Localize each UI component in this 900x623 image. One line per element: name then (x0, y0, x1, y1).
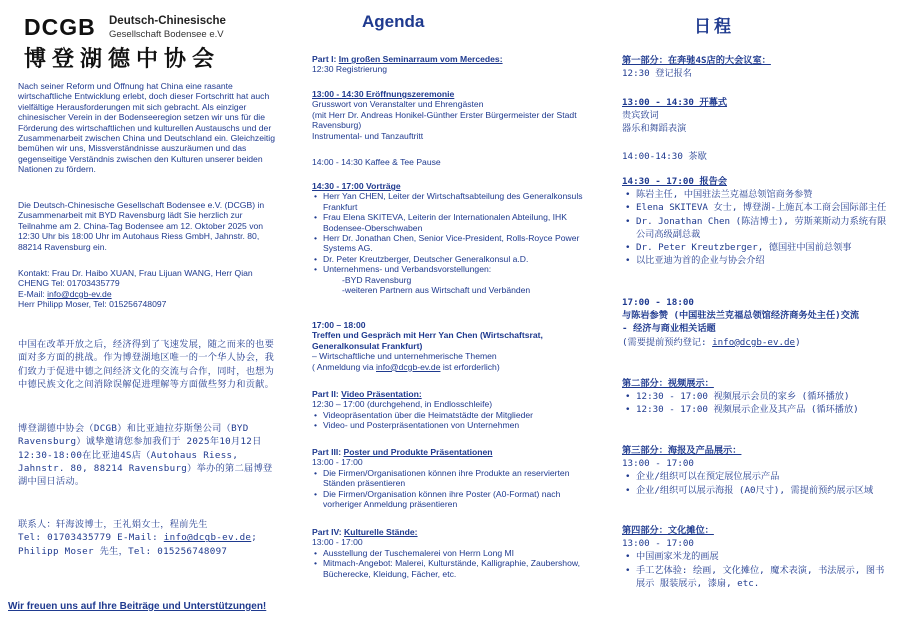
meeting-time: 17:00 – 18:00 (312, 320, 366, 330)
cn-contact-names: 联系人：轩海波博士，王礼娟女士，程前先生 (18, 519, 208, 530)
cn-talks-title: 14:30 - 17:00 报告会 (622, 176, 728, 187)
cn-part3-title: 第三部分：海报及产品展示： (622, 445, 742, 456)
left-column (0, 0, 296, 623)
talks-sub-partners: -weiteren Partnern aus Wirtschaft und Verbänden (342, 285, 531, 296)
part2-title: Video Präsentation: (341, 389, 422, 399)
part4-title: Kulturelle Stände: (344, 527, 418, 537)
cn-part2-list (622, 390, 890, 416)
invite-paragraph: Die Deutsch-Chinesische Gesellschaft Bodensee e.V. (DCGB) in Zusammenarbeit mit BYD Ravensburg lädt Sie herzlich zur Teilnahme am 2. China-Tag Bodensee am 12. Oktober 2025 von 12:30 Uhr bis 18:00 Uhr im Autohaus Riess GmbH, Jahnstr. 80, 88214 Ravensburg ein. (18, 200, 265, 252)
meeting-email-link[interactable]: info@dcgb-ev.de (376, 361, 441, 372)
cn-opening-line2: 器乐和舞蹈表演 (622, 123, 687, 135)
part4-label: Part IV: (312, 527, 344, 537)
talks-sub-byd: -BYD Ravensburg (342, 274, 412, 285)
cn-opening-section (622, 96, 890, 136)
cn-talk-item: • 以比亚迪为首的企业与协会介绍 (622, 254, 890, 267)
contact-email-line (18, 289, 280, 299)
contact-block (18, 268, 280, 310)
cn-talk-item: • Dr. Peter Kreutzberger, 德国驻中国前总领事 (622, 241, 890, 254)
part1-heading (312, 54, 594, 64)
meeting-topics: – Wirtschaftliche und unternehmerische Themen (312, 351, 497, 362)
cn-intro-paragraph: 中国在改革开放之后，经济得到了飞速发展，随之而来的也要面对多方面的挑战。作为博登湖地区唯一的一个华人协会，我们致力于促进中德之间经济文化的交流与合作，同时，也想为中德民族文化之间消除误解促进理解等方面做些努力和贡献。 (18, 339, 275, 390)
agenda-column (296, 0, 598, 623)
cn-contact-email-link[interactable]: info@dcgb-ev.de (163, 532, 252, 544)
part2-item: • Videopräsentation über die Heimatstädte der Mitglieder (312, 410, 594, 420)
cn-part3-item: • 企业/组织可以在预定展位展示产品 (622, 470, 890, 483)
intro-paragraph: Nach seiner Reform und Öffnung hat China eine rasante wirtschaftliche Entwicklung erlebt, doch dieser Fortschritt hat auch vielfältige Herausforderungen mit sich gebracht. Als einziger chinesischer Verein in der Bodenseeregion setzen wir uns für die Förderung des wirtschaftlichen und kulturellen Austauschs und der Zusammenarbeit zwischen China und Deutschland ein. Gleichzeitig bemühen wir uns, Missverständnisse auszuräumen und das gegenseitige Verständnis zwischen den Kulturen unserer beiden Nationen zu fördern. (18, 81, 275, 175)
cn-contact-semicolon: ; (251, 532, 258, 544)
talk-item: • Herr Dr. Jonathan Chen, Senior Vice-President, Rolls-Royce Power Systems AG. (312, 233, 594, 254)
cn-part4-time: 13:00 - 17:00 (622, 538, 694, 550)
part4-list (312, 548, 594, 579)
contact-email-link[interactable]: info@dcgb-ev.de (47, 288, 112, 299)
cn-meeting-registration (622, 336, 890, 349)
cn-talks-list (622, 188, 890, 267)
contact-names: Kontakt: Frau Dr. Haibo XUAN, Frau Lijuan WANG, Herr Qian CHENG Tel: 01703435779 (18, 268, 253, 289)
cn-part2-item: • 12:30 - 17:00 视频展示会员的家乡 (循环播放) (622, 390, 890, 403)
talk-item: • Herr Yan CHEN, Leiter der Wirtschaftsabteilung des Generalkonsuls Frankfurt (312, 191, 594, 212)
part3-section (312, 447, 594, 509)
cn-part4-item: • 手工艺体验: 绘画, 文化摊位, 魔术表演, 书法展示, 图书展示 服装展示, 漆扇, etc. (622, 564, 890, 590)
cn-part2-item: • 12:30 - 17:00 视频展示企业及其产品 (循环播放) (622, 403, 890, 416)
part2-section (312, 389, 594, 431)
cn-part1-section (622, 54, 890, 80)
logo-de-line2: Gesellschaft Bodensee e.V (109, 29, 224, 40)
part4-heading (312, 527, 594, 537)
meeting-registration (312, 362, 594, 372)
part2-list (312, 410, 594, 431)
logo-chinese-name: 博登湖德中协会 (24, 46, 221, 72)
cn-part2-section (622, 377, 890, 417)
cn-part4-section (622, 524, 890, 590)
part3-item: • Die Firmen/Organisationen können ihre Produkte an reservierten Ständen präsentieren (312, 468, 594, 489)
cn-contact-tel-email (18, 531, 288, 544)
talks-title: 14:30 - 17:00 Vorträge (312, 181, 401, 191)
opening-line3: Instrumental- und Tanzauftritt (312, 130, 424, 141)
cn-invite-paragraph: 博登湖德中协会（DCGB）和比亚迪拉芬斯堡公司（BYD Ravensburg）诚挚邀请您参加我们于 2025年10月12日 12:30-18:00在比亚迪4S店（Autohaus Riess, Jahnstr. 80, 88214 Ravensburg）举办的第二届博登湖中国日活动。 (18, 423, 273, 488)
meeting-section (312, 320, 594, 372)
part3-item: • Die Firmen/Organisation können ihre Poster (A0-Format) nach vorheriger Anmeldung präsentieren (312, 489, 594, 510)
cn-talk-item: • Dr. Jonathan Chen (陈洁博士), 劳斯莱斯动力系统有限公司高级副总裁 (622, 215, 890, 241)
part2-heading (312, 389, 594, 399)
talk-item: • Frau Elena SKITEVA, Leiterin der Internationalen Abteilung, IHK Bodensee-Oberschwaben (312, 212, 594, 233)
cn-part1-registration: 12:30 登记报名 (622, 68, 692, 80)
dcgb-logo (24, 12, 294, 72)
cn-part2-title: 第二部分：视频展示： (622, 378, 714, 389)
part3-heading (312, 447, 594, 457)
talk-item: • Dr. Peter Kreutzberger, Deutscher Generalkonsul a.D. (312, 254, 594, 264)
contact-email-label: E-Mail: (18, 288, 48, 299)
part2-item: • Video- und Posterpräsentationen von Unternehmen (312, 420, 594, 430)
cn-part3-section (622, 444, 890, 497)
logo-dcgb-text: DCGB (24, 14, 96, 40)
cn-part4-title: 第四部分：文化摊位： (622, 525, 714, 536)
cn-contact-block (18, 518, 288, 558)
cn-meeting-reg-suffix: ) (795, 336, 801, 348)
agenda-title: Agenda (362, 12, 425, 31)
cn-meeting-reg-prefix: (需要提前预约登记: (622, 336, 713, 348)
opening-line2: (mit Herr Dr. Andreas Honikel-Günther Erster Bürgermeister der Stadt Ravensburg) (312, 109, 577, 131)
cn-contact-tel: Tel: 01703435779 E-Mail: (18, 532, 164, 544)
cn-part4-list (622, 550, 890, 590)
part1-registration: 12:30 Registrierung (312, 64, 388, 75)
cn-talk-item: • Elena SKITEVA 女士, 博登湖-上施瓦本工商会国际部主任 (622, 201, 890, 214)
cn-meeting-email-link[interactable]: info@dcgb-ev.de (712, 336, 796, 348)
coffee-break: 14:00 - 14:30 Kaffee & Tee Pause (312, 157, 441, 167)
opening-title: 13:00 - 14:30 Eröffnungszeremonie (312, 89, 455, 99)
schedule-title: 日程 (694, 17, 734, 37)
cn-coffee-break: 14:00-14:30 茶歇 (622, 151, 707, 162)
talks-section (312, 181, 594, 295)
schedule-column-cn (598, 0, 900, 623)
cn-meeting-time: 17:00 - 18:00 (622, 297, 694, 308)
footer-thanks: Wir freuen uns auf Ihre Beiträge und Unterstützungen! (8, 601, 267, 612)
cn-meeting-topics: - 经济与商业相关话题 (622, 323, 716, 335)
part4-time: 13:00 - 17:00 (312, 537, 363, 548)
part2-label: Part II: (312, 389, 342, 399)
part1-label: Part I: (312, 54, 339, 64)
meeting-title: Treffen und Gespräch mit Herr Yan Chen (Wirtschaftsrat, Generalkonsulat Frankfurt) (312, 330, 543, 351)
cn-part4-item: • 中国画家米龙的画展 (622, 550, 890, 563)
cn-part3-list (622, 470, 890, 496)
part1-title: Im großen Seminarraum vom Mercedes: (338, 54, 503, 64)
logo-de-line1: Deutsch-Chinesische (109, 15, 226, 27)
part1-section (312, 54, 594, 75)
cn-part1-title: 第一部分：在奔驰4S店的大会议室： (622, 55, 771, 66)
cn-opening-title: 13:00 - 14:30 开幕式 (622, 97, 728, 108)
part2-time: 12:30 – 17:00 (durchgehend, in Endlosschleife) (312, 399, 493, 410)
cn-part3-time: 13:00 - 17:00 (622, 458, 694, 470)
opening-section (312, 89, 594, 141)
part3-label: Part III: (312, 447, 344, 457)
cn-meeting-title: 与陈岩参赞 (中国驻法兰克福总领馆经济商务处主任)交流 (622, 310, 860, 322)
talks-list (312, 191, 594, 274)
part4-item: • Mitmach-Angebot: Malerei, Kulturstände, Kalligraphie, Zaubershow, Bücherecke, Kleidung, Fächer, etc. (312, 558, 594, 579)
part3-time: 13:00 - 17:00 (312, 457, 363, 468)
meeting-reg-suffix: ist erforderlich) (440, 361, 500, 372)
opening-line1: Grusswort von Veranstalter und Ehrengästen (312, 99, 484, 110)
part4-item: • Ausstellung der Tuschemalerei von Herrn Long MI (312, 548, 594, 558)
cn-opening-line1: 贵宾致词 (622, 110, 659, 122)
cn-meeting-section (622, 296, 890, 349)
cn-contact-moser: Philipp Moser 先生，Tel: 015256748097 (18, 545, 228, 557)
cn-talk-item: • 陈岩主任, 中国驻法兰克福总领馆商务参赞 (622, 188, 890, 201)
part3-list (312, 468, 594, 510)
contact-moser: Herr Philipp Moser, Tel: 015256748097 (18, 299, 167, 310)
cn-part3-item: • 企业/组织可以展示海报 (A0尺寸), 需提前预约展示区域 (622, 484, 890, 497)
meeting-reg-prefix: ( Anmeldung via (312, 361, 377, 372)
cn-talks-section (622, 175, 890, 267)
part3-title: Poster und Produkte Präsentationen (343, 447, 493, 457)
talk-item: • Unternehmens- und Verbandsvorstellungen: (312, 264, 594, 274)
part4-section (312, 527, 594, 579)
